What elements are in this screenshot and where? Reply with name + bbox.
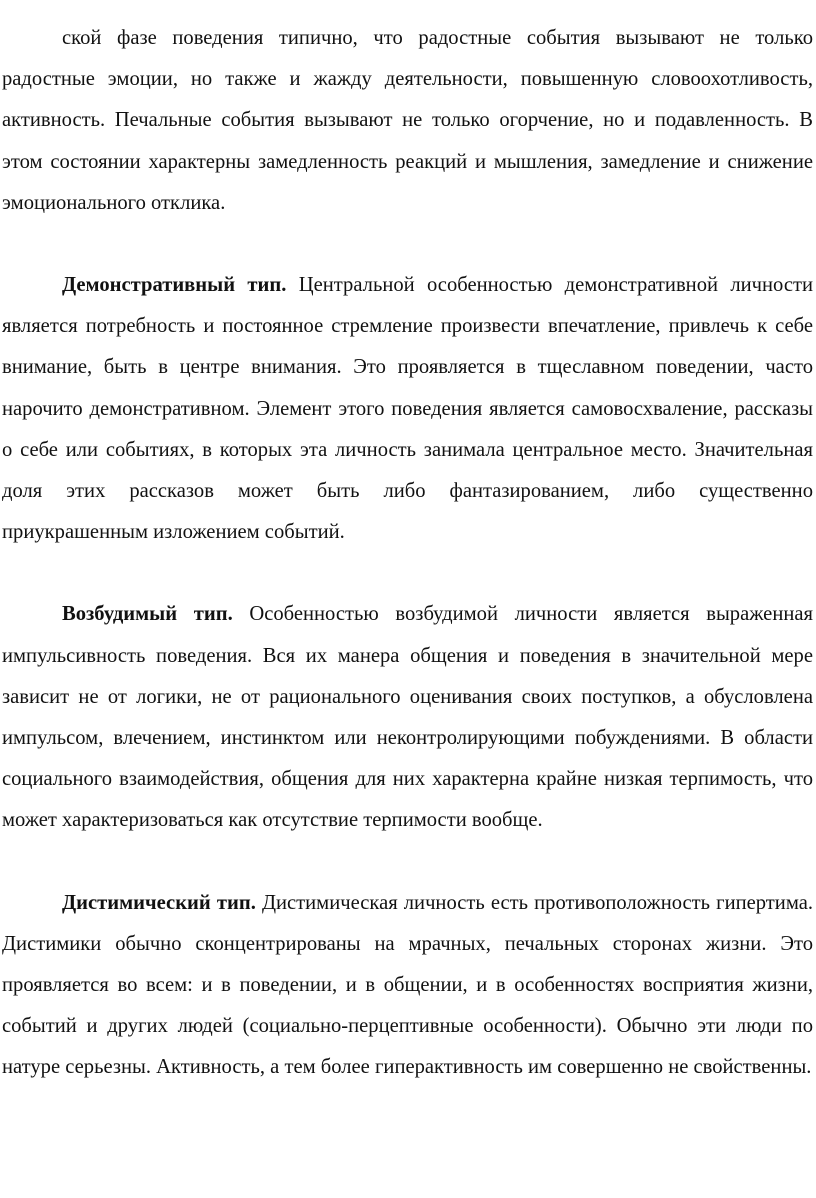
paragraph-excitable-type [2, 594, 813, 841]
paragraph-demonstrative-type [2, 265, 813, 553]
paragraph-text: Дистимическая личность есть противоположность гипертима. Дистимики обычно сконцентрированы на мрачных, печальных сторонах жизни. Это проявляется во всем: и в поведении, и в общении, и в особенностях восприятия жизни, событий и других людей (социально-перцептивные особенности). Обычно эти люди по натуре серьезны. Активность, а тем более гиперактивность им совершенно не свойственны. [2, 891, 814, 1079]
paragraph-heading: Возбудимый тип. [62, 603, 233, 626]
paragraph-text: ской фазе поведения типично, что радостные события вызывают не только радостные эмоции, но также и жажду деятельности, повышенную словоохотливость, активность. Печальные события вызывают не только огорчение, но и подавленность. В этом состоянии характерны замедленность реакций и мышления, замедление и снижение эмоционального отклика. [2, 27, 813, 214]
paragraph-heading: Дистимический тип. [62, 891, 256, 914]
paragraph-heading: Демонстративный тип. [62, 274, 287, 297]
paragraph-continuation [2, 18, 813, 224]
paragraph-text: Особенностью возбудимой личности является выраженная импульсивность поведения. Вся их манера общения и поведения в значительной мере зависит не от логики, не от рационального оценивания своих поступков, а обусловлена импульсом, влечением, инстинктом или неконтролирующими побуждениями. В области социального взаимодействия, общения для них характерна крайне низкая терпимость, что может характеризоваться как отсутствие терпимости вообще. [2, 603, 813, 832]
document-page [2, 18, 813, 1089]
paragraph-text: Центральной особенностью демонстративной личности является потребность и постоянное стремление произвести впечатление, привлечь к себе внимание, быть в центре внимания. Это проявляется в тщеславном поведении, часто нарочито демонстративном. Элемент этого поведения является самовосхваление, рассказы о себе или событиях, в которых эта личность занимала центральное место. Значительная доля этих рассказов может быть либо фантазированием, либо существенно приукрашенным изложением событий. [2, 274, 813, 544]
paragraph-dysthymic-type [2, 883, 813, 1089]
